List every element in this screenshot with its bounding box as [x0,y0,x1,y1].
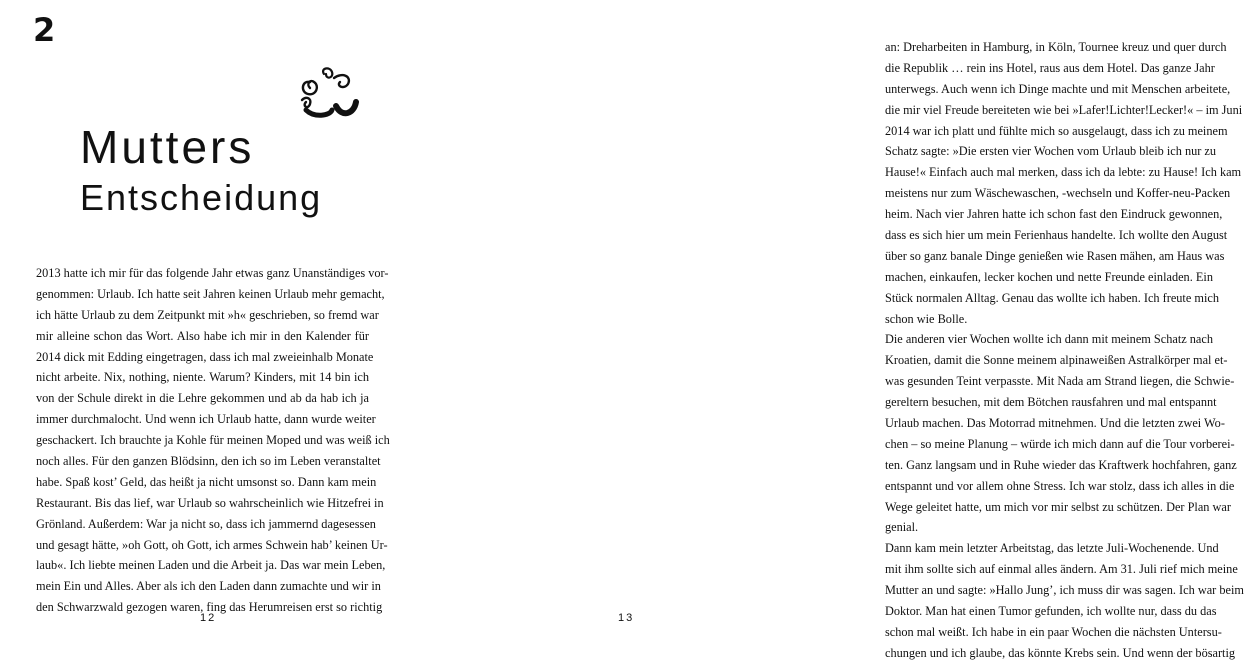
text-line: chungen und ich glaube, das könnte Krebs sein. Und wenn der bösartig [885,645,1236,660]
text-line: Die anderen vier Wochen wollte ich dann mit meinem Schatz nach [885,332,1213,347]
text-line: geschackert. Ich brauchte ja Kohle für meinen Moped und was weiß ich [36,433,390,448]
swirl-ornament-icon [296,64,360,124]
text-line: die Republik … rein ins Hotel, raus aus dem Hotel. Das ganze Jahr [885,60,1215,75]
text-line: gereltern besuchen, mit dem Bötchen rausfahren und mal entspannt [885,395,1217,410]
chapter-title-line2: Entscheidung [80,177,323,218]
left-page [0,0,416,648]
left-body-text [36,263,390,618]
text-line: 2013 hatte ich mir für das folgende Jahr etwas ganz Unanständiges vor- [36,266,389,280]
text-line: Kroatien, damit die Sonne meinem alpinaweißen Astralkörper mal et- [885,353,1228,368]
text-line: was gesunden Teint verpasste. Mit Nada am Strand liegen, die Schwie- [885,374,1235,389]
text-line: schon wie Bolle. [885,311,968,326]
text-line: mein Ein und Alles. Aber als ich den Laden dann zumachte und wir in [36,579,381,594]
text-line: 2014 war ich platt und fühlte mich so ausgelaugt, dass ich zu meinem [885,123,1228,138]
right-page [416,0,1244,660]
text-line: laub«. Ich liebte meinen Laden und die Arbeit ja. Das war mein Leben, [36,558,386,573]
text-line: Mutter an und sagte: »Hallo Jung’, ich muss dir was sagen. Ich war beim [885,583,1244,598]
text-line: an: Dreharbeiten in Hamburg, in Köln, Tournee kreuz und quer durch [885,40,1227,54]
text-line: genommen: Urlaub. Ich hatte seit Jahren keinen Urlaub mehr gemacht, [36,286,385,301]
text-line: schon mal weißt. Ich habe in ein paar Wochen die nächsten Untersu- [885,624,1222,639]
text-line: ten. Ganz langsam und in Ruhe wieder das Kraftwerk hochfahren, ganz [885,457,1237,472]
text-line: 2014 dick mit Edding eingetragen, dass ich mal zweieinhalb Monate [36,349,374,364]
text-line: unterwegs. Auch wenn ich Dinge machte und mit Menschen arbeitete, [885,81,1231,96]
text-line: von der Schule direkt in die Lehre gekommen und ab da hab ich ja [36,391,369,406]
text-line: mir alleine schon das Wort. Also habe ich mir in den Kalender für [36,328,369,343]
text-line: noch alles. Für den ganzen Blödsinn, den ich so im Leben veranstaltet [36,454,381,469]
text-line: Urlaub machen. Das Motorrad mitnehmen. Und die letzten zwei Wo- [885,416,1225,431]
text-line: genial. [885,520,919,535]
text-line: habe. Spaß kost’ Geld, das heißt ja nicht umsonst so. Dann kam mein [36,474,377,489]
text-line: und gesagt hätte, »oh Gott, oh Gott, ich armes Schwein hab’ keinen Ur- [36,537,388,552]
chapter-number: 2 [33,11,56,49]
text-line: Restaurant. Bis das lief, war Urlaub so wahrscheinlich wie Hitzefrei in [36,495,384,510]
text-line: Stück normalen Alltag. Genau das wollte ich haben. Ich freute mich [885,290,1219,305]
text-line: ich hätte Urlaub zu dem Zeitpunkt mit »h« geschrieben, so fremd war [36,307,379,322]
text-line: mit ihm sollte sich auf einmal alles ändern. Am 31. Juli rief mich meine [885,562,1238,577]
page-number-left: 12 [200,612,217,624]
text-line: Dann kam mein letzter Arbeitstag, das letzte Juli-Wochenende. Und [885,541,1219,556]
page-number-right: 13 [618,612,635,624]
text-line: Grönland. Außerdem: War ja nicht so, dass ich jammernd dagesessen [36,516,376,531]
text-line: Hause!« Einfach auch mal merken, dass ich da lebte: zu Hause! Ich kam [885,165,1242,180]
text-line: über so ganz banale Dinge genießen wie Rasen mähen, am Haus was [885,248,1225,263]
text-line: Schatz sagte: »Die ersten vier Wochen vom Urlaub bleib ich nur zu [885,144,1217,159]
text-line: dass es sich hier um mein Ferienhaus handelte. Ich wollte den August [885,228,1228,243]
text-line: die mir viel Freude bereiteten wie bei »Lafer!Lichter!Lecker!« – im Juni [885,102,1243,117]
text-line: Doktor. Man hat einen Tumor gefunden, ich wollte nur, dass du das [885,604,1217,619]
text-line: heim. Nach vier Jahren hatte ich schon fast den Eindruck gewonnen, [885,207,1223,222]
text-line: Wege geleitet hatte, um mich vor mir selbst zu schützen. Der Plan war [885,499,1231,514]
chapter-title-line1: Mutters [80,121,255,173]
text-line: chen – so meine Planung – würde ich mich dann auf die Tour vorberei- [885,436,1235,451]
text-line: nicht arbeite. Nix, nothing, niente. Warum? Kinders, mit 14 bin ich [36,370,369,385]
right-body-text [885,37,1244,664]
text-line: entspannt und vor allem ohne Stress. Ich war stolz, dass ich alles in die [885,478,1235,493]
text-line: den Schwarzwald gezogen waren, fing das Herumreisen erst so richtig [36,600,383,615]
text-line: meistens nur zum Wäschewaschen, -wechseln und Koffer-neu-Packen [885,186,1231,201]
text-line: immer durchmalocht. Und wenn ich Urlaub hatte, dann wurde weiter [36,412,376,427]
text-line: machen, einkaufen, lecker kochen und nette Freunde einladen. Ein [885,269,1213,284]
